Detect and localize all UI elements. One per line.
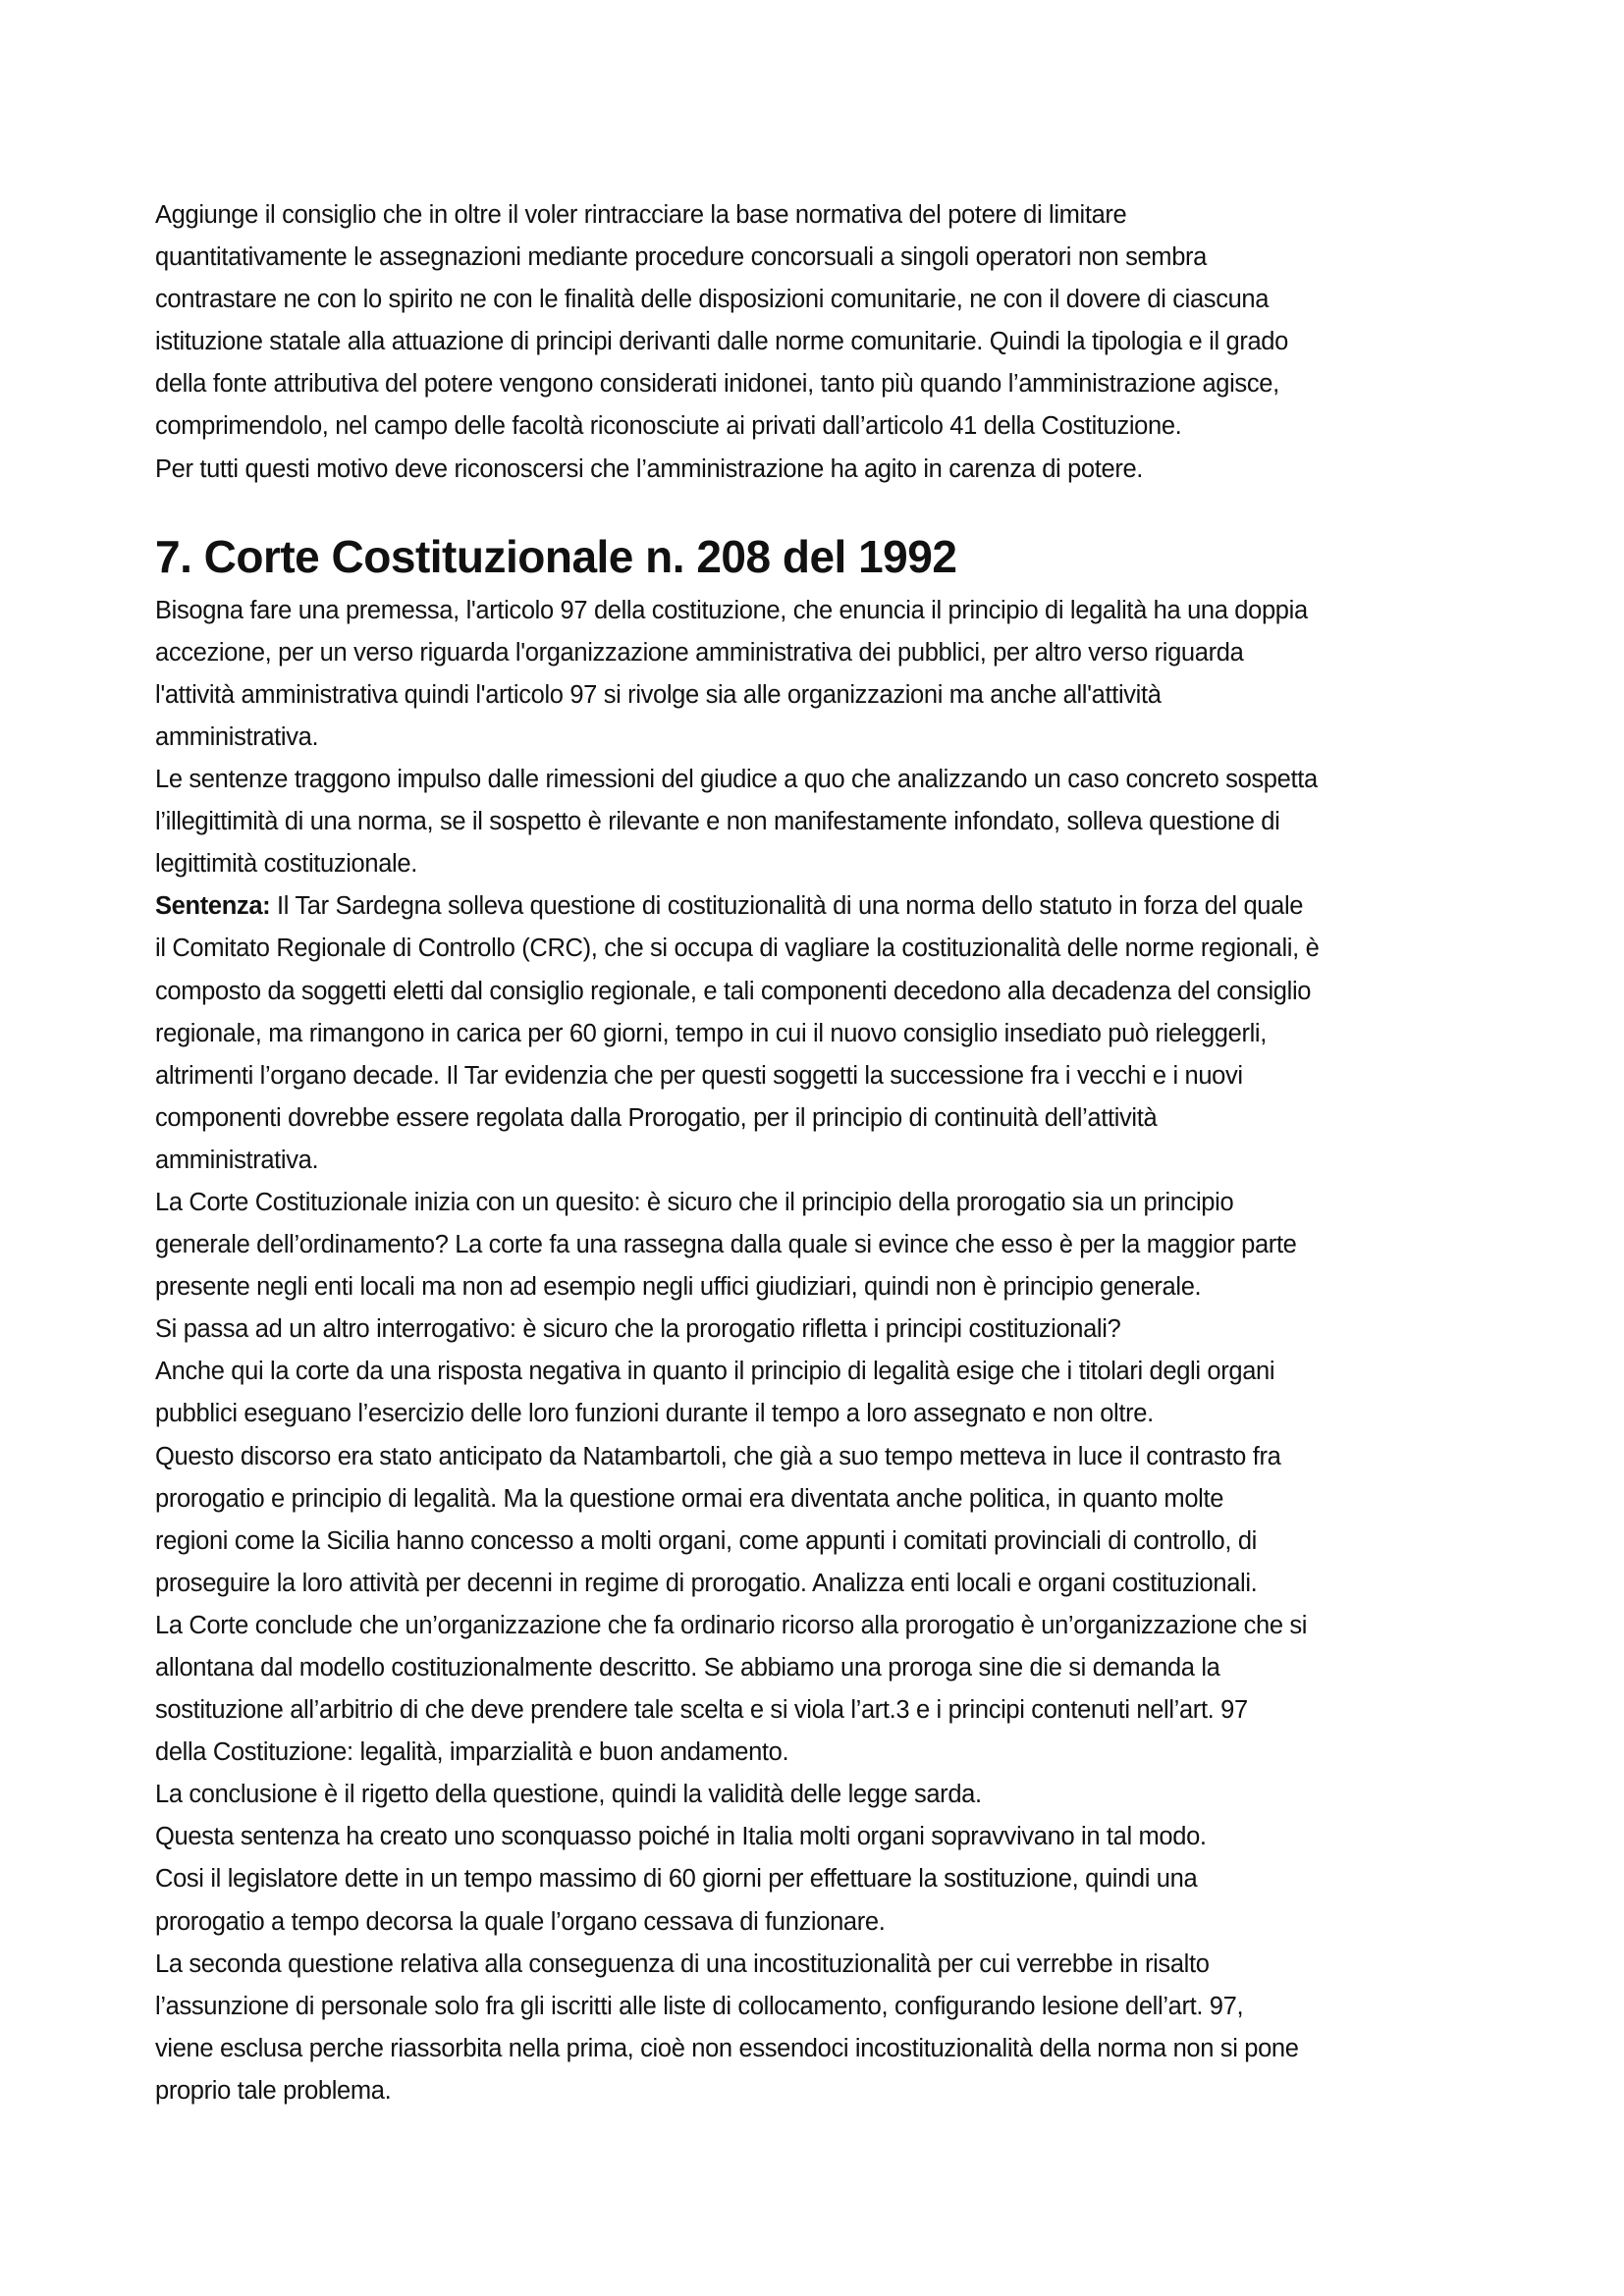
paragraph-premessa [155,590,1490,886]
text-line: Si passa ad un altro interrogativo: è sicuro che la prorogatio rifletta i principi costituzionali? [155,1315,1121,1344]
text-line: prorogatio e principio di legalità. Ma la questione ormai era diventata anche politica, in quanto molte [155,1484,1224,1513]
text-line: sostituzione all’arbitrio di che deve prendere tale scelta e si viola l’art.3 e i principi contenuti nell’art. 97 [155,1696,1248,1725]
text-line: Le sentenze traggono impulso dalle rimessioni del giudice a quo che analizzando un caso concreto sospetta [155,766,1318,794]
paragraph-sentenza [155,885,1490,2112]
text-line: Anche qui la corte da una risposta negativa in quanto il principio di legalità esige che i titolari degli organi [155,1358,1275,1386]
text-line: presente negli enti locali ma non ad esempio negli uffici giudiziari, quindi non è principio generale. [155,1273,1202,1302]
text-line: Per tutti questi motivo deve riconoscersi che l’amministrazione ha agito in carenza di potere. [155,454,1144,483]
document-body [155,194,1490,2112]
text-line: generale dell’ordinamento? La corte fa una rassegna dalla quale si evince che esso è per la maggior parte [155,1231,1297,1259]
text-line: amministrativa. [155,1146,319,1174]
text-line: Bisogna fare una premessa, l'articolo 97 della costituzione, che enuncia il principio di legalità ha una doppia [155,596,1308,624]
text-line: Questa sentenza ha creato uno sconquasso poiché in Italia molti organi sopravvivano in tal modo. [155,1823,1207,1851]
text-line: allontana dal modello costituzionalmente descritto. Se abbiamo una proroga sine die si demanda la [155,1654,1220,1682]
text-line: amministrativa. [155,722,319,751]
text-line: l'attività amministrativa quindi l'articolo 97 si rivolge sia alle organizzazioni ma anche all'attività [155,680,1162,709]
text-line: accezione, per un verso riguarda l'organizzazione amministrativa dei pubblici, per altro verso riguarda [155,638,1244,667]
text-line: Questo discorso era stato anticipato da Natambartoli, che già a suo tempo metteva in luce il contrasto fra [155,1442,1281,1470]
text-line: altrimenti l’organo decade. Il Tar evidenzia che per questi soggetti la successione fra i vecchi e i nuovi [155,1061,1243,1090]
section-heading: 7. Corte Costituzionale n. 208 del 1992 [155,530,957,582]
text-line: viene esclusa perche riassorbita nella prima, cioè non essendoci incostituzionalità della norma non si pone [155,2034,1299,2062]
text-line: contrastare ne con lo spirito ne con le finalità delle disposizioni comunitarie, ne con il dovere di ciascuna [155,286,1270,314]
paragraph-intro [155,194,1490,491]
text-line: regionale, ma rimangono in carica per 60 giorni, tempo in cui il nuovo consiglio insediato può rieleggerli, [155,1019,1267,1047]
text-line: La conclusione è il rigetto della questione, quindi la validità delle legge sarda. [155,1781,982,1809]
text-line: l’illegittimità di una norma, se il sospetto è rilevante e non manifestamente infondato, solleva questione di [155,808,1280,836]
text-line: comprimendolo, nel campo delle facoltà riconosciute ai privati dall’articolo 41 della Costituzione. [155,412,1182,441]
sentenza-label: Sentenza: [155,892,271,921]
text-line: Cosi il legislatore dette in un tempo massimo di 60 giorni per effettuare la sostituzione, quindi una [155,1865,1198,1894]
text-line: proprio tale problema. [155,2076,392,2105]
text-line: l’assunzione di personale solo fra gli iscritti alle liste di collocamento, configurando lesione dell’art. 97, [155,1992,1244,2020]
text-line: della fonte attributiva del potere vengono considerati inidonei, tanto più quando l’amministrazione agisce, [155,370,1279,399]
text-line: pubblici eseguano l’esercizio delle loro funzioni durante il tempo a loro assegnato e non oltre. [155,1400,1154,1428]
sentenza-text: Il Tar Sardegna solleva questione di costituzionalità di una norma dello statuto in forza del quale [270,892,1304,921]
text-line: proseguire la loro attività per decenni in regime di prorogatio. Analizza enti locali e organi costituzionali. [155,1569,1258,1597]
text-line: prorogatio a tempo decorsa la quale l’organo cessava di funzionare. [155,1907,886,1936]
text-line: composto da soggetti eletti dal consiglio regionale, e tali componenti decedono alla decadenza del consiglio [155,977,1312,1005]
text-line: Aggiunge il consiglio che in oltre il voler rintracciare la base normativa del potere di limitare [155,201,1127,229]
text-line: regioni come la Sicilia hanno concesso a molti organi, come appunti i comitati provinciali di controllo, di [155,1526,1257,1555]
text-line: La Corte Costituzionale inizia con un quesito: è sicuro che il principio della prorogatio sia un principio [155,1188,1234,1216]
text-line: La seconda questione relativa alla conseguenza di una incostituzionalità per cui verrebbe in risalto [155,1949,1210,1978]
text-line: quantitativamente le assegnazioni mediante procedure concorsuali a singoli operatori non sembra [155,243,1207,272]
text-line: componenti dovrebbe essere regolata dalla Prorogatio, per il principio di continuità dell’attività [155,1103,1158,1132]
text-line: il Comitato Regionale di Controllo (CRC), che si occupa di vagliare la costituzionalità delle norme regionali, è [155,934,1320,963]
text-line: legittimità costituzionale. [155,850,417,879]
text-line: La Corte conclude che un’organizzazione che fa ordinario ricorso alla prorogatio è un’organizzazione che si [155,1611,1308,1639]
sentenza-line [155,885,1490,928]
text-line: della Costituzione: legalità, imparzialità e buon andamento. [155,1738,789,1767]
text-line: istituzione statale alla attuazione di principi derivanti dalle norme comunitarie. Quindi la tipologia e il grado [155,328,1288,356]
